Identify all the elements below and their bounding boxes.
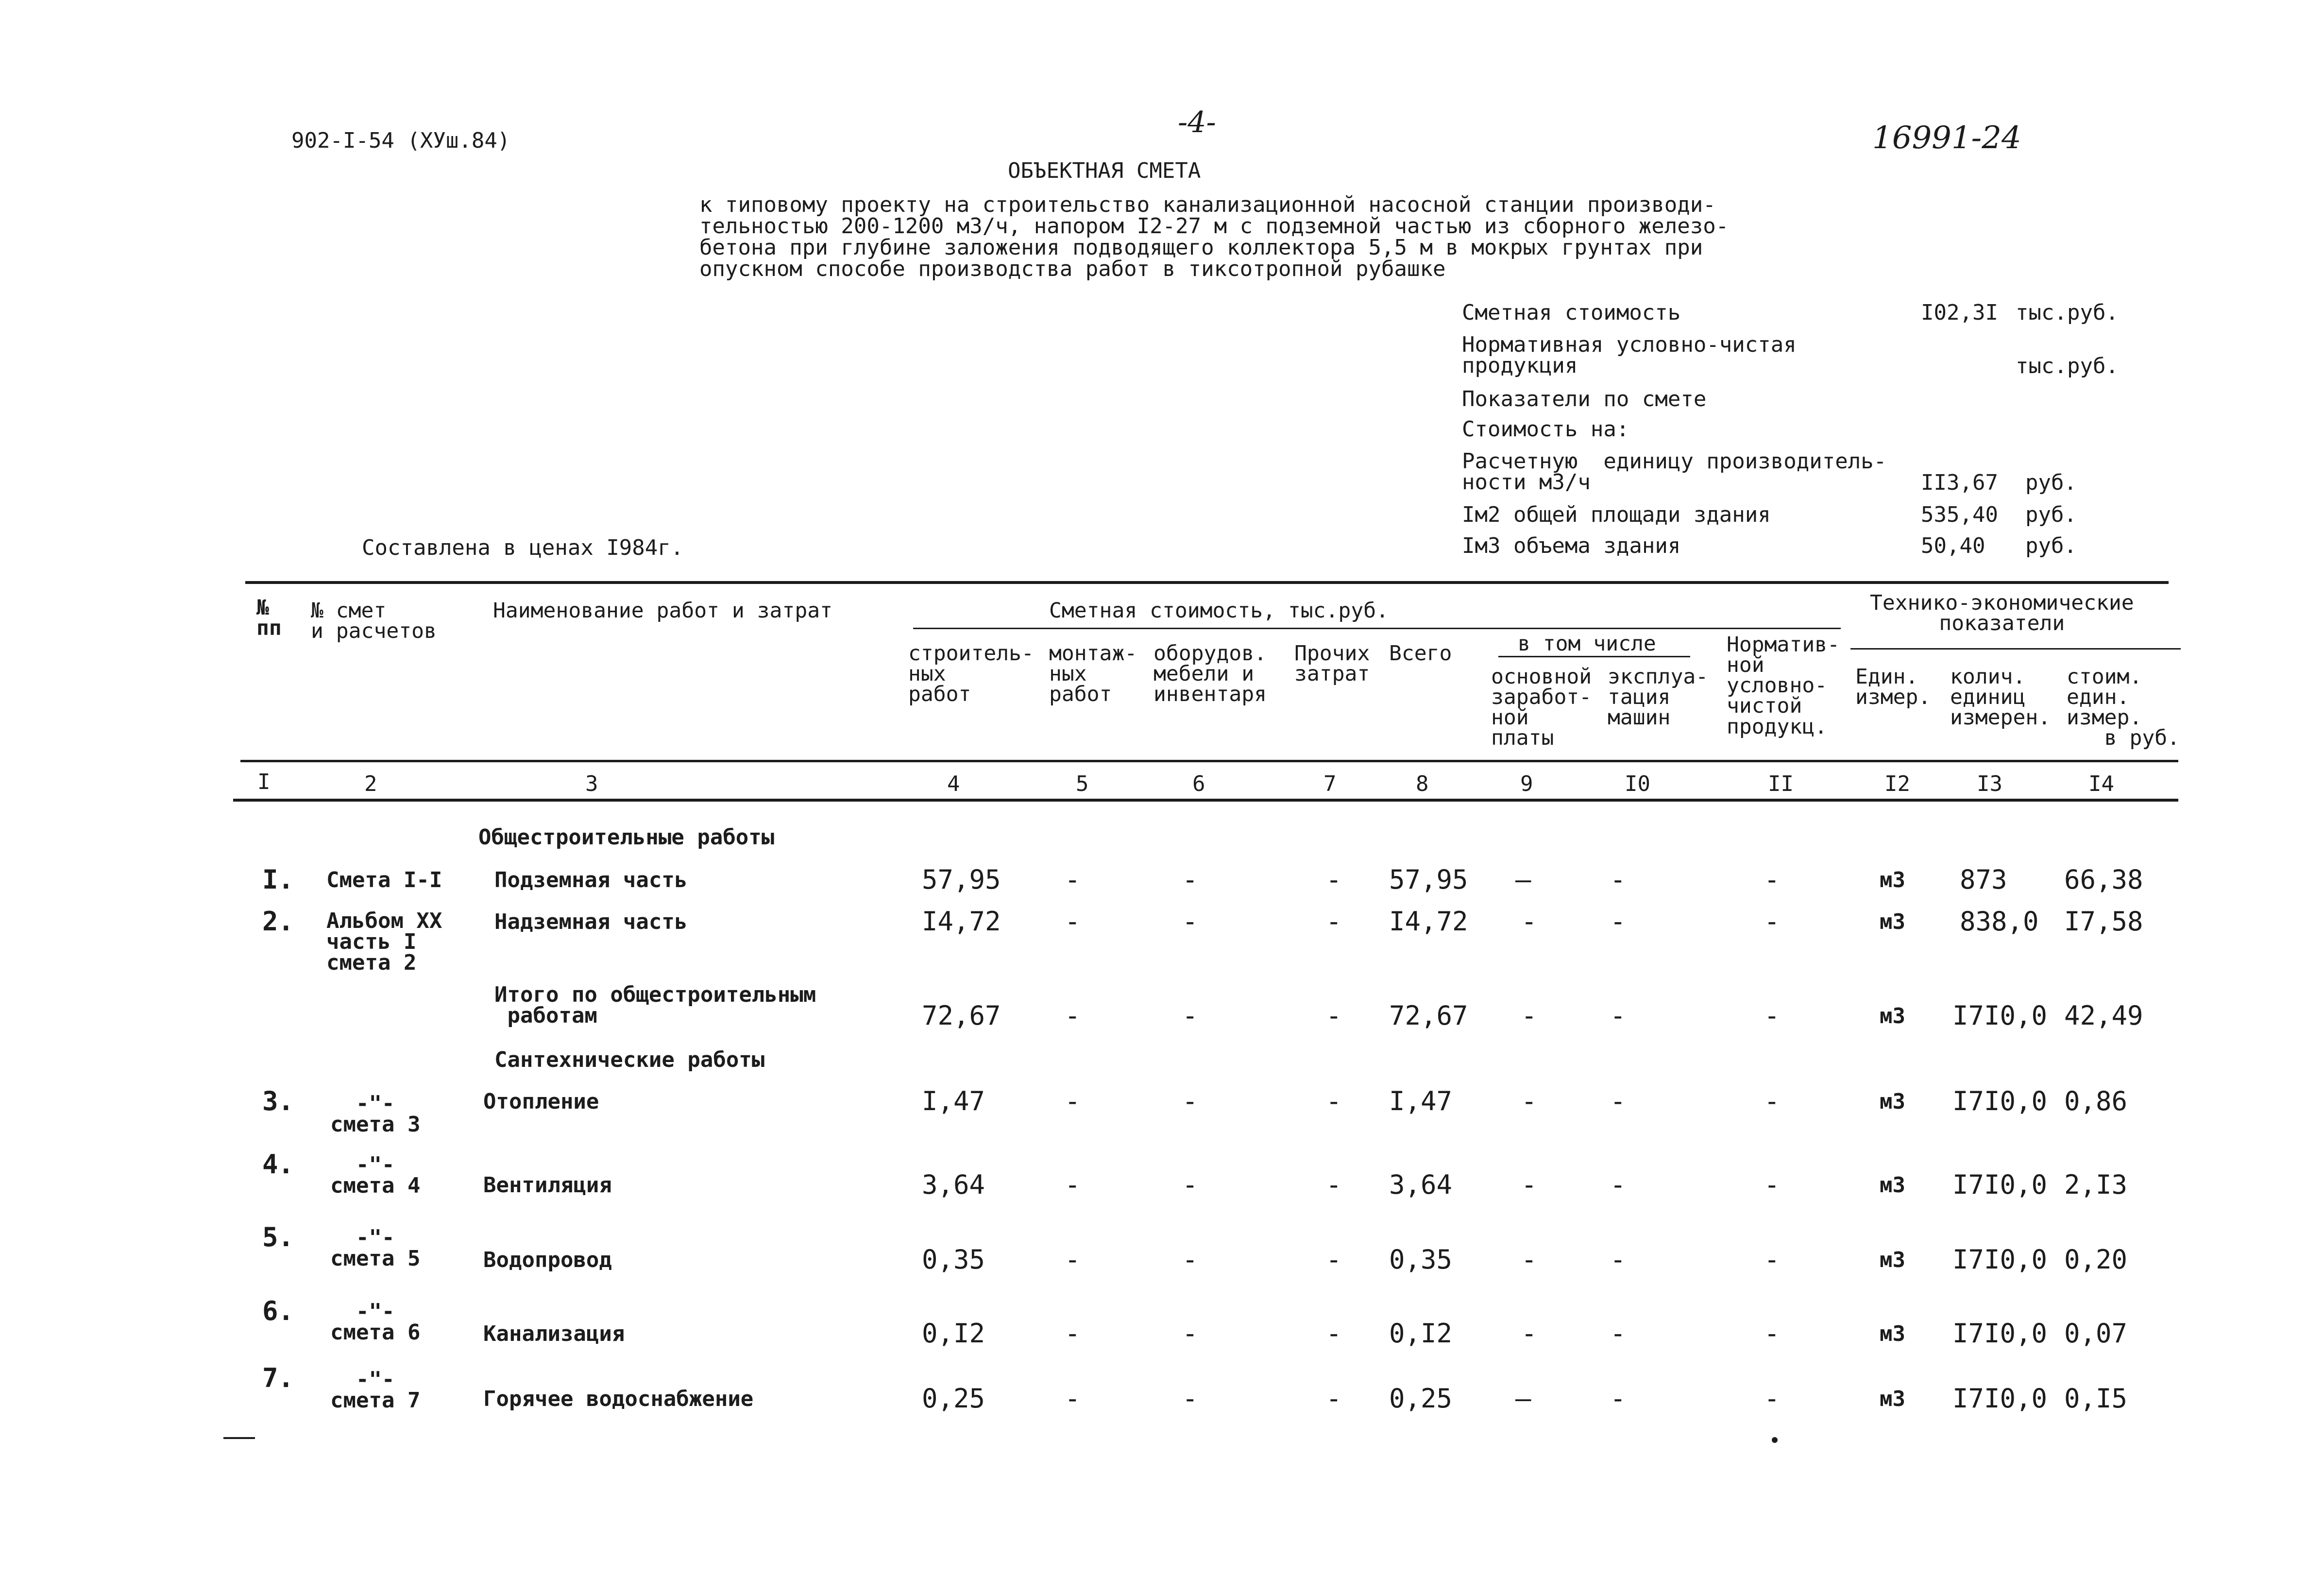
row-c11: -: [1764, 1383, 1780, 1414]
header-col-11: Норматив- ной условно- чистой продукц.: [1727, 633, 1840, 739]
col-num-4: 4: [947, 771, 960, 796]
page-title: ОБЪЕКТНАЯ СМЕТА: [1008, 158, 1201, 183]
row-c4: I,47: [922, 1086, 985, 1116]
row-c11: -: [1764, 906, 1780, 937]
volume-label: Iм3 объема здания: [1462, 533, 1681, 558]
row-c6: -: [1182, 1318, 1198, 1349]
header-col-13: колич. единиц измерен.: [1950, 665, 2051, 730]
row-c10: -: [1610, 1244, 1626, 1275]
row-c10: -: [1610, 1383, 1626, 1414]
row-c7: -: [1326, 1244, 1342, 1275]
subtitle-line-1: к типовому проекту на строительство канализационной насосной станции производи-: [699, 192, 1716, 217]
total-c13: I7I0,0: [1952, 1000, 2048, 1031]
row-c7: -: [1326, 1086, 1342, 1116]
col-num-12: I2: [1884, 771, 1910, 796]
col-num-7: 7: [1323, 771, 1337, 796]
row-c14: 0,86: [2064, 1086, 2128, 1116]
row-ref: -"- смета 7: [330, 1367, 421, 1413]
row-c12: м3: [1880, 909, 1905, 934]
row-c8: 3,64: [1389, 1169, 1453, 1200]
col-num-2: 2: [364, 771, 377, 796]
row-c6: -: [1182, 1086, 1198, 1116]
header-col-7: Прочих затрат: [1294, 641, 1370, 686]
row-c8: 0,I2: [1389, 1318, 1453, 1349]
calc-unit-unit: руб.: [2025, 470, 2077, 495]
calc-unit-label: Расчетную единицу производитель- ности м3/ч: [1462, 449, 1887, 495]
estimated-cost-value: I02,3I: [1921, 300, 1998, 325]
row-ref: -"- смета 6: [330, 1299, 421, 1345]
row-c8: I,47: [1389, 1086, 1453, 1116]
row-number: 4.: [262, 1149, 294, 1180]
row-c4: 0,I2: [922, 1318, 985, 1349]
header-col-9: основной заработ- ной платы: [1491, 665, 1592, 751]
row-c12: м3: [1880, 1387, 1905, 1411]
row-c10: -: [1610, 864, 1626, 895]
row-c6: -: [1182, 864, 1198, 895]
row-c10: -: [1610, 1318, 1626, 1349]
row-c13: I7I0,0: [1952, 1318, 2048, 1349]
row-c5: -: [1065, 1169, 1081, 1200]
row-number: 2.: [262, 906, 294, 937]
row-c12: м3: [1880, 1089, 1905, 1114]
row-c10: -: [1610, 906, 1626, 937]
row-c14: 0,I5: [2064, 1383, 2128, 1414]
total-c9: -: [1521, 1000, 1537, 1031]
header-cost-group: Сметная стоимость, тыс.руб.: [1049, 599, 1389, 623]
row-c9: -: [1521, 1086, 1537, 1116]
row-c7: -: [1326, 1383, 1342, 1414]
row-c4: 0,35: [922, 1244, 985, 1275]
col-num-6: 6: [1192, 771, 1205, 796]
subtitle-line-2: тельностью 200-1200 м3/ч, напором I2-27 м с подземной частью из сборного железо-: [699, 214, 1729, 239]
col-num-10: I0: [1625, 771, 1650, 796]
row-number: I.: [262, 864, 294, 895]
row-c5: -: [1065, 906, 1081, 937]
page-number: -4-: [1178, 105, 1216, 139]
row-c8: I4,72: [1389, 906, 1468, 937]
row-c5: -: [1065, 1086, 1081, 1116]
row-c11: -: [1764, 1318, 1780, 1349]
col-num-14: I4: [2088, 771, 2114, 796]
row-c9: -: [1521, 906, 1537, 937]
row-ref: -"- смета 5: [330, 1225, 421, 1271]
row-name: Вентиляция: [483, 1173, 612, 1198]
estimated-cost-label: Сметная стоимость: [1462, 300, 1681, 325]
row-number: 6.: [262, 1296, 294, 1326]
row-c5: -: [1065, 1244, 1081, 1275]
row-c12: м3: [1880, 1321, 1905, 1346]
header-tech-group: Технико-экономические показатели: [1870, 591, 2134, 636]
total-c8: 72,67: [1389, 1000, 1468, 1031]
normative-unit: тыс.руб.: [2016, 354, 2119, 378]
section-general: Общестроительные работы: [478, 825, 775, 850]
row-name: Надземная часть: [494, 909, 688, 934]
row-c6: -: [1182, 1169, 1198, 1200]
row-c9: -: [1521, 1244, 1537, 1275]
calc-unit-value: II3,67: [1921, 470, 1998, 495]
table-top-rule: [245, 581, 2169, 584]
row-c7: -: [1326, 1169, 1342, 1200]
section-plumbing: Сантехнические работы: [494, 1047, 765, 1072]
row-number: 5.: [262, 1222, 294, 1252]
row-c10: -: [1610, 1169, 1626, 1200]
indicators-label: Показатели по смете: [1462, 387, 1707, 411]
row-c4: 3,64: [922, 1169, 985, 1200]
volume-value: 50,40: [1921, 533, 1985, 558]
col-num-1: I: [257, 770, 271, 794]
col-num-13: I3: [1977, 771, 2002, 796]
header-col-12: Един. измер.: [1855, 665, 1931, 710]
row-c13: I7I0,0: [1952, 1383, 2048, 1414]
row-c6: -: [1182, 1383, 1198, 1414]
row-name: Горячее водоснабжение: [483, 1387, 754, 1411]
header-col-8: Всего: [1389, 641, 1452, 666]
total-c11: -: [1764, 1000, 1780, 1031]
row-c14: 2,I3: [2064, 1169, 2128, 1200]
row-c10: -: [1610, 1086, 1626, 1116]
cost-per-label: Стоимость на:: [1462, 417, 1629, 442]
row-c12: м3: [1880, 1248, 1905, 1272]
normative-label: Нормативная условно-чистая продукция: [1462, 332, 1797, 378]
col-num-11: II: [1768, 771, 1794, 796]
row-c6: -: [1182, 1244, 1198, 1275]
row-c14: 0,07: [2064, 1318, 2128, 1349]
row-c9: —: [1515, 864, 1531, 895]
total-c4: 72,67: [922, 1000, 1001, 1031]
row-c12: м3: [1880, 868, 1905, 892]
header-col-5: монтаж- ных работ: [1049, 641, 1137, 707]
row-name: Водопровод: [483, 1248, 612, 1272]
total-c10: -: [1610, 1000, 1626, 1031]
tech-group-rule: [1850, 648, 2181, 650]
volume-unit: руб.: [2025, 533, 2077, 558]
row-c8: 0,35: [1389, 1244, 1453, 1275]
area-value: 535,40: [1921, 502, 1998, 527]
cost-group-rule: [913, 628, 1841, 629]
row-c4: I4,72: [922, 906, 1001, 937]
total-c12: м3: [1880, 1004, 1905, 1028]
row-ref: Альбом XX часть I смета 2: [326, 908, 442, 976]
row-c11: -: [1764, 1169, 1780, 1200]
header-incl-group: в том числе: [1518, 632, 1656, 656]
row-name: Отопление: [483, 1089, 599, 1114]
row-number: 7.: [262, 1363, 294, 1393]
row-c8: 57,95: [1389, 864, 1468, 895]
total-c5: -: [1065, 1000, 1081, 1031]
header-col-1: № пп: [256, 596, 282, 641]
total-c14: 42,49: [2064, 1000, 2143, 1031]
row-c13: I7I0,0: [1952, 1244, 2048, 1275]
estimated-cost-unit: тыс.руб.: [2016, 300, 2119, 325]
row-c13: 873: [1960, 864, 2007, 895]
prices-note: Составлена в ценах I984г.: [362, 535, 684, 560]
header-col-6: оборудов. мебели и инвентаря: [1154, 641, 1267, 707]
incl-group-rule: [1498, 656, 1690, 657]
total-c7: -: [1326, 1000, 1342, 1031]
stray-dot: [1772, 1437, 1778, 1443]
header-col-14: стоим. един. измер. в руб.: [2067, 665, 2180, 751]
row-ref: -"- смета 4: [330, 1152, 421, 1199]
col-num-3: 3: [585, 771, 598, 796]
row-c7: -: [1326, 1318, 1342, 1349]
col-num-5: 5: [1076, 771, 1089, 796]
header-col-3: Наименование работ и затрат: [493, 599, 832, 623]
row-c4: 0,25: [922, 1383, 985, 1414]
header-bottom-rule: [240, 760, 2178, 762]
row-name: Канализация: [483, 1321, 625, 1346]
row-c13: I7I0,0: [1952, 1169, 2048, 1200]
doc-code: 902-I-54 (ХУш.84): [291, 128, 510, 153]
row-c14: I7,58: [2064, 906, 2143, 937]
row-ref: -"- смета 3: [330, 1091, 421, 1137]
subtitle-line-4: опускном способе производства работ в тиксотропной рубашке: [699, 257, 1446, 281]
row-ref: Смета I-I: [326, 868, 442, 892]
row-name: Подземная часть: [494, 868, 688, 892]
row-c14: 0,20: [2064, 1244, 2128, 1275]
header-col-4: строитель- ных работ: [908, 641, 1034, 707]
row-c11: -: [1764, 864, 1780, 895]
margin-dash: [223, 1437, 255, 1439]
row-c9: —: [1515, 1383, 1531, 1414]
row-c7: -: [1326, 864, 1342, 895]
row-c5: -: [1065, 1383, 1081, 1414]
row-c12: м3: [1880, 1173, 1905, 1198]
total-label: Итого по общестроительным работам: [494, 982, 816, 1028]
row-c9: -: [1521, 1318, 1537, 1349]
row-c4: 57,95: [922, 864, 1001, 895]
header-col-2: № смет и расчетов: [311, 599, 437, 644]
header-col-10: эксплуа- тация машин: [1608, 665, 1709, 730]
row-c5: -: [1065, 864, 1081, 895]
row-c6: -: [1182, 906, 1198, 937]
row-c13: I7I0,0: [1952, 1086, 2048, 1116]
row-c13: 838,0: [1960, 906, 2039, 937]
row-c5: -: [1065, 1318, 1081, 1349]
colnum-bottom-rule: [233, 799, 2178, 802]
row-c11: -: [1764, 1244, 1780, 1275]
archive-number: 16991-24: [1872, 120, 2021, 156]
col-num-9: 9: [1520, 771, 1533, 796]
row-number: 3.: [262, 1086, 294, 1116]
subtitle-line-3: бетона при глубине заложения подводящего коллектора 5,5 м в мокрых грунтах при: [699, 235, 1703, 260]
row-c14: 66,38: [2064, 864, 2143, 895]
area-unit: руб.: [2025, 502, 2077, 527]
row-c7: -: [1326, 906, 1342, 937]
area-label: Iм2 общей площади здания: [1462, 502, 1771, 527]
col-num-8: 8: [1416, 771, 1429, 796]
row-c9: -: [1521, 1169, 1537, 1200]
row-c8: 0,25: [1389, 1383, 1453, 1414]
row-c11: -: [1764, 1086, 1780, 1116]
total-c6: -: [1182, 1000, 1198, 1031]
